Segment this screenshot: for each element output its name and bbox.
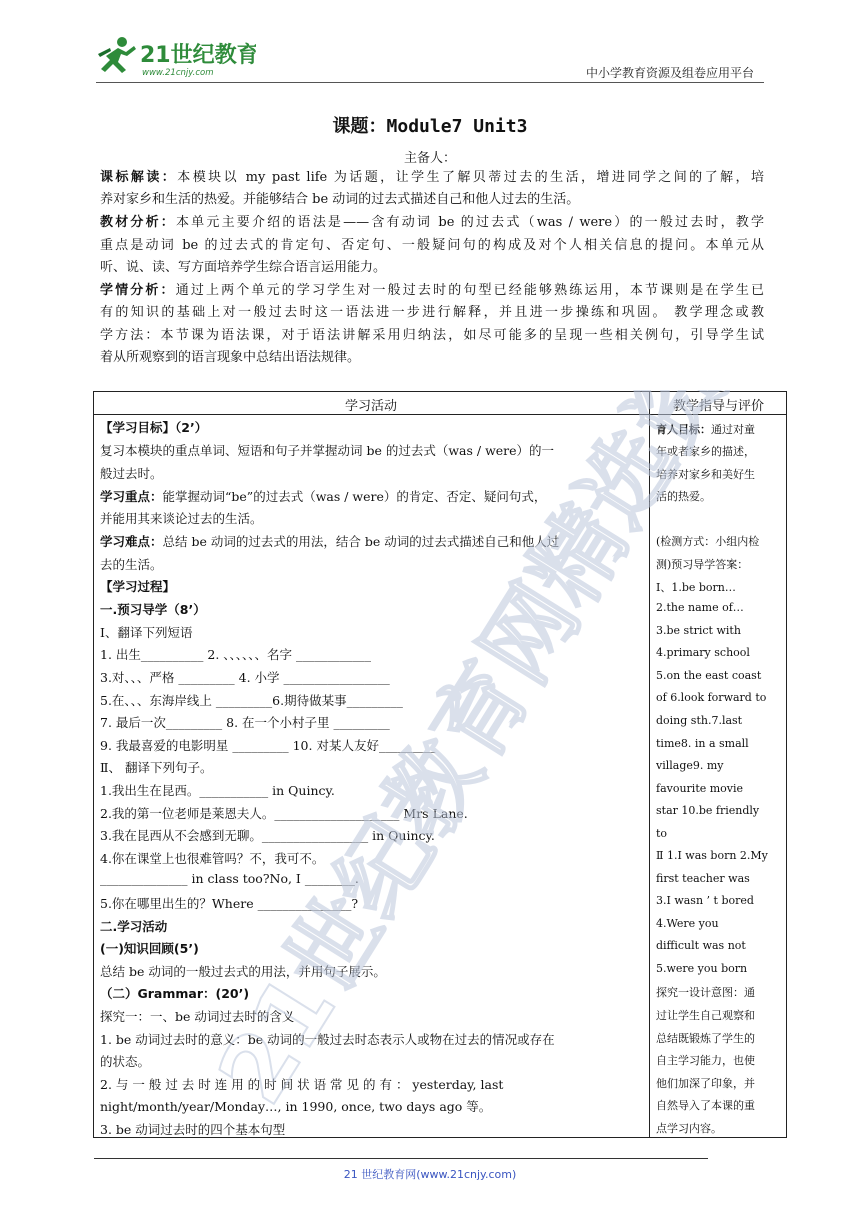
- answer-line-4: 4.primary school: [656, 646, 750, 659]
- sentence-4: 4.你在课堂上也很难管吗？不，我可不。: [100, 851, 325, 866]
- answer-line-12: to: [656, 827, 668, 840]
- answer-line-9: village9. my: [656, 759, 724, 772]
- answer-line-11: star 10.be friendly: [656, 804, 760, 817]
- intro-line-7: 有的知识的基础上对一般过去时这一语法进一步进行解释，并且进一步操练和巩固。 教学理念或教: [100, 305, 764, 320]
- key-point-line-1: 学习重点：能掌握动词“be”的过去式（was / were）的肯定、否定、疑问句式，: [100, 489, 547, 504]
- aim-line-2: 年或者家乡的描述，: [656, 445, 755, 458]
- difficulty-line-1: 学习难点：总结 be 动词的过去式的用法，结合 be 动词的过去式描述自己和他人过: [100, 534, 560, 549]
- phrase-row-3: 5.在、、、东海岸线上 _________6.期待做某事_________: [100, 693, 403, 708]
- design-line-1: 探究一设计意图：通: [656, 986, 755, 999]
- students-label: 学情分析：: [100, 283, 176, 298]
- intro-line-8: 学方法：本节课为语法课，对于语法讲解采用归纳法，如尽可能多的呈现一些相关例句，引导学生试: [100, 328, 764, 343]
- sentence-1: 1.我出生在昆西。___________ in Quincy.: [100, 783, 335, 798]
- intro-line-1: 课标解读：本模块以 my past life 为话题，让学生了解贝蒂过去的生活，增进同学之间的了解，培: [100, 170, 764, 185]
- preparer-label: 主备人：: [403, 151, 456, 166]
- intro-line-5: 听、说、读、写方面培养学生综合语言运用能力。: [100, 260, 387, 275]
- answer-part2-line-1: Ⅱ 1.I was born 2.My: [656, 849, 768, 862]
- design-line-2: 过让学生自己观察和: [656, 1009, 755, 1022]
- footer-link[interactable]: 21 世纪教育网(www.21cnjy.com): [343, 1168, 517, 1181]
- answer-line-8: time8. in a small: [656, 737, 749, 750]
- header-row-divider: [93, 414, 787, 415]
- sentences-heading: Ⅱ、 翻译下列句子。: [100, 760, 213, 775]
- answer-line-2: 2.the name of…: [656, 601, 744, 614]
- answer-line-7: doing sth.7.last: [656, 714, 743, 727]
- table-header-guidance: 教学指导与评价: [672, 399, 764, 414]
- grammar-point-2a: 2. 与 一 般 过 去 时 连 用 的 时 间 状 语 常 见 的 有 ： yesterday, last: [100, 1077, 504, 1092]
- watermark-text: 21世纪教育网精选资料: [210, 390, 730, 1122]
- answer-line-3: 3.be strict with: [656, 624, 741, 637]
- review-title: (一)知识回顾(5’): [100, 941, 199, 956]
- table-header-activities: 学习活动: [344, 399, 397, 414]
- sentence-5: 5.你在哪里出生的？Where _______________?: [100, 896, 359, 911]
- answer-part2-line-3: 3.I wasn ’ t bored: [656, 894, 754, 907]
- design-line-5: 他们加深了印象，并: [656, 1077, 755, 1090]
- answer-part2-line-4: 4.Were you: [656, 917, 719, 930]
- difficulty-line-2: 去的生活。: [100, 557, 163, 572]
- textbook-label: 教材分析：: [100, 215, 176, 230]
- grammar-point-2b: night/month/year/Monday…, in 1990, once, two days ago 等。: [100, 1099, 492, 1114]
- logo-subtext: www.21cnjy.com: [142, 68, 214, 78]
- syllabus-label: 课标解读：: [100, 170, 178, 185]
- aim-line-1: 育人目标：通过对童: [656, 423, 755, 436]
- review-text: 总结 be 动词的一般过去式的用法，并用句子展示。: [100, 964, 386, 979]
- design-line-3: 总结既锻炼了学生的: [656, 1032, 755, 1045]
- design-line-7: 点学习内容。: [656, 1122, 722, 1135]
- answer-line-10: favourite movie: [656, 782, 744, 795]
- activity-title: 二.学习活动: [100, 919, 168, 934]
- phrase-row-5: 9. 我最喜爱的电影明星 _________ 10. 对某人友好_________: [100, 738, 436, 753]
- runner-icon: [98, 37, 136, 73]
- sentence-2: 2.我的第一位老师是莱恩夫人。____________________ Mrs Lane.: [100, 806, 468, 821]
- process-title: 【学习过程】: [100, 579, 176, 594]
- check-line-1: (检测方式：小组内检: [656, 535, 760, 548]
- goal-line-1: 复习本模块的重点单词、短语和句子并掌握动词 be 的过去式（was / were）的一: [100, 443, 555, 458]
- answer-part2-line-6: 5.were you born: [656, 962, 748, 975]
- intro-line-4: 重点是动词 be 的过去式的肯定句、否定句、一般疑问句的构成及对个人相关信息的提问。本单元从: [100, 238, 764, 253]
- grammar-point-3: 3. be 动词过去时的四个基本句型: [100, 1122, 286, 1137]
- design-line-4: 自主学习能力，也使: [656, 1054, 755, 1067]
- intro-line-2: 养对家乡和生活的热爱。并能够结合 be 动词的过去式描述自己和他人过去的生活。: [100, 192, 580, 207]
- aim-line-3: 培养对家乡和美好生: [656, 468, 755, 481]
- sentence-3: 3.我在昆西从不会感到无聊。_________________ in Quincy.: [100, 828, 435, 843]
- grammar-point-1a: 1. be 动词过去时的意义：be 动词的一般过去时态表示人或物在过去的情况或存在: [100, 1032, 555, 1047]
- page-title: 课题：Module7 Unit3: [332, 116, 528, 137]
- check-line-2: 测)预习导学答案：: [656, 558, 749, 571]
- footer-divider: [94, 1158, 708, 1159]
- intro-line-9: 着从所观察到的语言现象中总结出语法规律。: [100, 350, 361, 365]
- intro-line-3: 教材分析：本单元主要介绍的语法是——含有动词 be 的过去式（was / were）的一般过去时，教学: [100, 215, 764, 230]
- site-logo: [96, 34, 256, 80]
- goal-line-2: 般过去时。: [100, 466, 163, 481]
- design-line-6: 自然导入了本课的重: [656, 1099, 755, 1112]
- column-divider: [649, 391, 650, 1138]
- answer-line-6: of 6.look forward to: [656, 691, 767, 704]
- preview-title: 一.预习导学（8’）: [100, 602, 206, 617]
- answer-part2-line-2: first teacher was: [656, 872, 750, 885]
- answer-line-5: 5.on the east coast: [656, 669, 762, 682]
- goal-title: 【学习目标】（2’）: [100, 420, 208, 435]
- phrase-row-1: 1. 出生__________ 2. 、、、、、、名字 ____________: [100, 647, 371, 662]
- header-divider: [96, 82, 764, 83]
- aim-line-4: 活的热爱。: [656, 490, 711, 503]
- answer-part2-line-5: difficult was not: [656, 939, 746, 952]
- grammar-title: （二）Grammar：(20’): [100, 986, 250, 1001]
- answer-line-1: Ⅰ、1.be born…: [656, 581, 736, 594]
- intro-line-6: 学情分析：通过上两个单元的学习学生对一般过去时的句型已经能够熟练运用，本节课则是在学生已: [100, 283, 764, 298]
- key-point-line-2: 并能用其来谈论过去的生活。: [100, 511, 263, 526]
- platform-name: 中小学教育资源及组卷应用平台: [585, 66, 754, 80]
- explore-title: 探究一：一、be 动词过去时的含义: [100, 1009, 295, 1024]
- phrases-heading: Ⅰ、翻译下列短语: [100, 625, 193, 640]
- logo-text: 21世纪教育: [140, 43, 256, 68]
- phrase-row-2: 3.对、、、严格 _________ 4. 小学 _________________: [100, 670, 390, 685]
- phrase-row-4: 7. 最后一次_________ 8. 在一个小村子里 _________: [100, 715, 390, 730]
- grammar-point-1b: 的状态。: [100, 1054, 151, 1069]
- sentence-4-blank: ______________ in class too?No, I ________.: [100, 871, 359, 886]
